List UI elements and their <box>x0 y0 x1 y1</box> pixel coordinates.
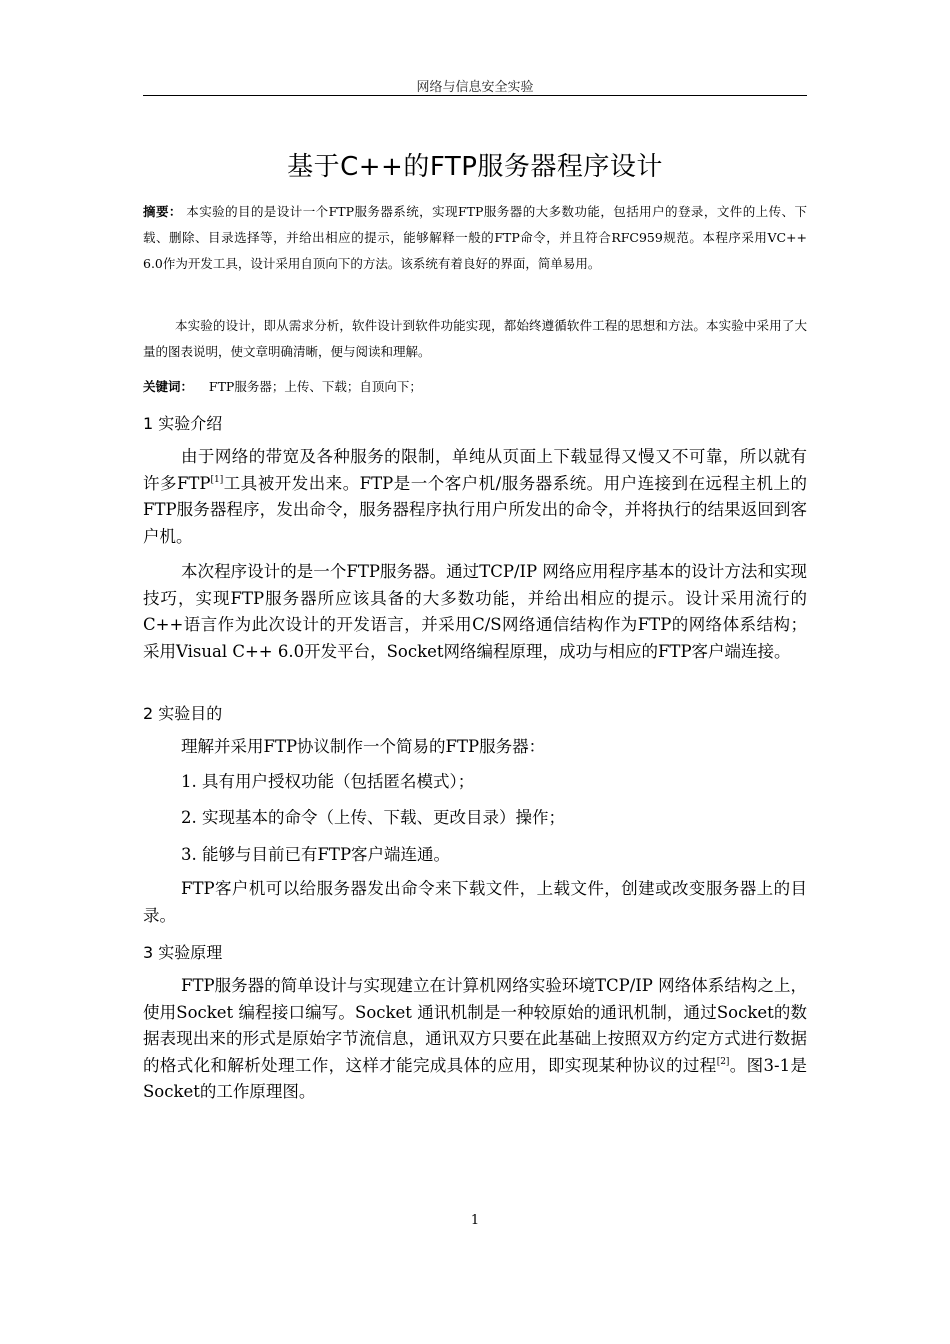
list-item: 2. 实现基本的命令（上传、下载、更改目录）操作； <box>181 808 565 827</box>
section-2-intro: 理解并采用FTP协议制作一个简易的FTP服务器： <box>181 737 546 756</box>
keywords <box>143 374 807 400</box>
abstract-text: 本实验的目的是设计一个FTP服务器系统，实现FTP服务器的大多数功能，包括用户的登录，文件的上传、下载、删除、目录选择等，并给出相应的提示，能够解释一般的FTP命令，并且符合RFC959规范。本程序采用VC++ 6.0作为开发工具，设计采用自顶向下的方法。该系统有着良好的界面，简单易用。 <box>143 204 807 271</box>
s1-p1-text-b: 工具被开发出来。FTP是一个客户机/服务器系统。用户连接到在远程主机上的FTP服务器程序，发出命令，服务器程序执行用户所发出的命令，并将执行的结果返回到客户机。 <box>143 473 807 546</box>
list-item: 1. 具有用户授权功能（包括匿名模式）； <box>181 772 475 791</box>
citation-1: [1] <box>210 474 224 485</box>
running-header: 网络与信息安全实验 <box>416 80 534 95</box>
keywords-text: FTP服务器；上传、下载；自顶向下； <box>208 379 422 394</box>
section-1-paragraph-1 <box>143 444 807 550</box>
s1-p1-text-a: 由于网络的带宽及各种服务的限制，单纯从页面上下载显得又慢又不可靠，所以就有许多FTP <box>143 447 807 493</box>
abstract-paragraph-2: 本实验的设计，即从需求分析，软件设计到软件功能实现，都始终遵循软件工程的思想和方法。本实验中采用了大量的图表说明，使文章明确清晰，便与阅读和理解。 <box>143 318 807 359</box>
abstract <box>143 199 807 277</box>
header-rule <box>143 95 807 96</box>
section-3-heading: 3 实验原理 <box>143 943 223 962</box>
list-item: 3. 能够与目前已有FTP客户端连通。 <box>181 845 451 864</box>
section-3-paragraph-1 <box>143 973 807 1106</box>
keywords-label: 关键词： <box>143 379 194 394</box>
s3-p1-text-b: 。图3-1是Socket的工作原理图。 <box>143 1055 808 1101</box>
page-title: 基于C++的FTP服务器程序设计 <box>287 152 663 182</box>
abstract-label: 摘要： <box>143 204 182 219</box>
section-2-heading: 2 实验目的 <box>143 704 223 723</box>
page-number: 1 <box>470 1213 480 1228</box>
section-1-paragraph-2: 本次程序设计的是一个FTP服务器。通过TCP/IP 网络应用程序基本的设计方法和实现技巧，实现FTP服务器所应该具备的大多数功能，并给出相应的提示。设计采用流行的C++语言作为此次设计的开发语言，并采用C/S网络通信结构作为FTP的网络体系结构；采用Visual C++ 6.0开发平台，Socket网络编程原理，成功与相应的FTP客户端连接。 <box>143 562 807 661</box>
s3-p1-text-a: FTP服务器的简单设计与实现建立在计算机网络实验环境TCP/IP 网络体系结构之上，使用Socket 编程接口编写。Socket 通讯机制是一种较原始的通讯机制，通过Socket的数据表现出来的形式是原始字节流信息，通讯双方只要在此基础上按照双方约定方式进行数据的格式化和解析处理工作，这样才能完成具体的应用，即实现某种协议的过程 <box>143 976 807 1075</box>
section-2-paragraph: FTP客户机可以给服务器发出命令来下载文件，上载文件，创建或改变服务器上的目录。 <box>143 879 807 925</box>
section-1-heading: 1 实验介绍 <box>143 414 223 433</box>
citation-2: [2] <box>716 1056 730 1067</box>
